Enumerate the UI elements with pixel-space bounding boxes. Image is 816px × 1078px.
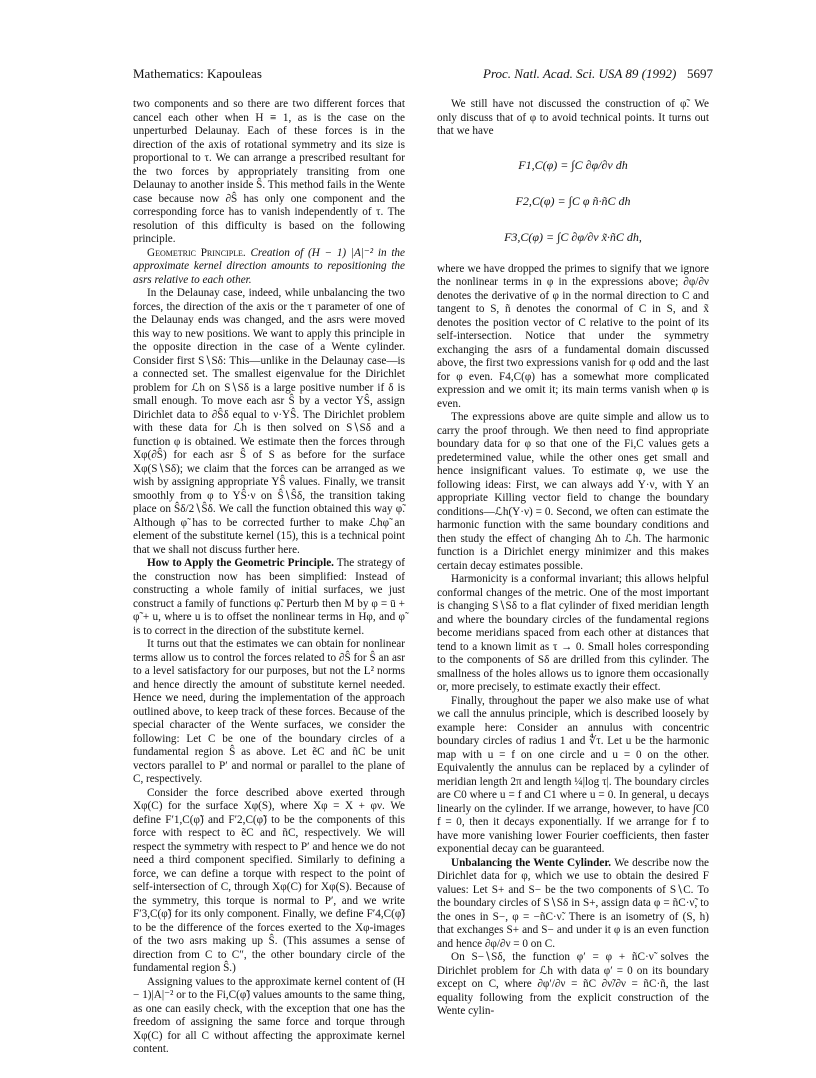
right-column-body: [437, 263, 709, 1019]
left-paragraph: It turns out that the estimates we can obtain for nonlinear terms allow us to control the forces related to ∂Ŝ for Ŝ an asr to a level satisfactory for our purposes, but not the L² norms and hence directly the amount of substitute kernel needed. Hence we need, during the implementation of the approach outlined above, to keep track of these forces. Because of the special character of the Wente surfaces, we consider the following: Let C be one of the boundary circles of a fundamental region Ŝ as above. Let ẽC and ñC be unit vectors parallel to P′ and normal or parallel to the plane of C, respectively.: [133, 638, 405, 785]
right-paragraph: [437, 857, 709, 952]
running-header: [133, 66, 713, 84]
section-lead: Unbalancing the Wente Cylinder.: [451, 856, 612, 869]
equation: F3,C(φ) = ∫C ∂φ/∂ν x̃·ñC dh,: [504, 229, 642, 244]
left-column: [133, 98, 405, 1057]
right-column: [437, 98, 709, 1019]
right-paragraph: Harmonicity is a conformal invariant; this allows helpful conformal changes of the metric. One of the most important is changing S∖Sδ to a flat cylinder of fixed meridian length and where the boundary circles of the fundamental regions become meridians spaced from each other at distances that tend to a known limit as τ → 0. Small holes corresponding to the components of Sδ are drilled from this cylinder. The smallness of the holes allows us to ignore them occasionally or, more precisely, to estimate exactly their effect.: [437, 573, 709, 693]
equation-block: [437, 147, 709, 255]
equation: F1,C(φ) = ∫C ∂φ/∂ν dh: [518, 157, 628, 172]
left-paragraph: In the Delaunay case, indeed, while unbalancing the two forces, the direction of the axis or the τ parameter of one of the Delaunay ends was changed, and the asrs were moved this way to new positions. We want to apply this principle in the opposite direction in the case of a Wente cylinder. Consider first S∖Sδ: This—unlike in the Delaunay case—is a connected set. The smallest eigenvalue for the Dirichlet problem for ℒh on S∖Sδ is a large positive number if δ is small enough. To move each asr Ŝ by a vector YŜ, assign Dirichlet data to ∂Ŝδ equal to ν·YŜ. The Dirichlet problem with these data for ℒh is then solved on S∖Sδ and a function φ is obtained. We estimate then the forces through Xφ(∂Ŝ) for each asr Ŝ of S as before for the surface Xφ(S∖Sδ); we claim that the forces can be arranged as we wish by assigning appropriate YŜ values. Finally, we transit smoothly from φ to YŜ·ν on Ŝ∖Ŝδ, the transition taking place on Ŝδ/2∖Ŝδ. We call the function obtained this way φ̃. Although φ̃ has to be corrected further to make ℒhφ̃ an element of the substitute kernel (15), this is a technical point that we shall not discuss further here.: [133, 287, 405, 556]
section-lead-text: Creation of (H − 1) |A|⁻² in the approximate kernel direction amounts to repositioning the asrs relative to each other.: [133, 246, 405, 286]
equation: F2,C(φ) = ∫C φ ñ·ñC dh: [515, 193, 631, 208]
left-paragraph: [133, 557, 405, 638]
section-lead-text: The strategy of the construction now has been simplified: Instead of constructing a whole family of initial surfaces, we just construct a family of functions φ̃. Perturb then M by φ = ū + φ̃ + u, where u is to offset the nonlinear terms in Hφ, and φ̃ is to correct in the direction of the substitute kernel.: [133, 557, 405, 637]
right-intro-paragraph: We still have not discussed the construction of φ̃. We only discuss that of φ to avoid technical points. It turns out that we have: [437, 98, 709, 137]
left-paragraph: Assigning values to the approximate kernel content of (H − 1)|A|⁻² or to the Fi,C(φ̃) values amounts to the same thing, as one can easily check, with the exception that one has the freedom of assigning the same force and torque through Xφ(C) for all C without affecting the approximate kernel content.: [133, 975, 405, 1055]
journal-citation: Proc. Natl. Acad. Sci. USA 89 (1992): [483, 66, 677, 81]
journal-section: Mathematics: Kapouleas: [133, 66, 262, 81]
left-paragraph: Consider the force described above exerted through Xφ(C) for the surface Xφ(S), where Xφ = X + φν. We define F′1,C(φ̃) and F′2,C(φ̃) to be the components of this force with respect to ẽC and ñC, respectively. We will respect the symmetry with respect to P′ and hence we do not need a third component specified. Similarly to defining a force, we can define a torque with respect to the point of self-intersection of C, through Xφ(C) for Xφ(S). Because of the symmetry, this torque is normal to P′, and we write F′3,C(φ̃) for its only component. Finally, we define F′4,C(φ̃) to be the difference of the forces exerted to the Xφ-images of the two asrs making up Ŝ. (This assumes a sense of direction from C to C″, the other boundary circle of the fundamental region Ŝ.): [133, 786, 405, 974]
right-paragraph: On S−∖Sδ, the function φ′ = φ + ñC·ν̃ solves the Dirichlet problem for ℒh with data φ′ = 0 on its boundary except on C, where ∂φ′/∂ν = ñC ∂ν̃/∂ν = ñC·ñ, the last equality following from the explicit construction of the Wente cylin-: [437, 951, 709, 1017]
right-paragraph: Finally, throughout the paper we also make use of what we call the annulus principle, which is described loosely by example here: Consider an annulus with concentric boundary circles of radius 1 and ∜τ. Let u be the harmonic map with u = f on one circle and u = 0 on the other. Equivalently the annulus can be replaced by a cylinder of meridian length 2π and length ¼|log τ|. The boundary circles are C0 where u = f and C1 where u = 0. In general, u decays linearly on the cylinder. If we arrange, however, to have ∫C0 f = 0, then it decays exponentially. If we arrange for f to have more vanishing lower Fourier coefficients, then faster exponential decay can be guaranteed.: [437, 694, 709, 855]
page-number: 5697: [687, 66, 713, 81]
right-paragraph: where we have dropped the primes to signify that we ignore the nonlinear terms in φ in the expressions above; ∂φ/∂ν denotes the derivative of φ in the normal direction to C and tangent to S, ñ denotes the conormal of C in S, and x̃ denotes the position vector of C relative to the point of its self-intersection. Notice that under the symmetry exchanging the asrs of a fundamental domain discussed above, the first two expressions vanish for φ odd and the last for φ even. F4,C(φ) has a somewhat more complicated expression and we omit it; its main terms vanish when φ is even.: [437, 262, 709, 410]
section-lead: How to Apply the Geometric Principle.: [147, 557, 334, 569]
right-paragraph: The expressions above are quite simple and allow us to carry the proof through. We then need to find appropriate boundary data for φ so that one of the Fi,C values gets a predetermined value, while the other ones get small and hence insignificant values. To estimate φ, we use the following ideas: First, we can always add Y·ν, with Y an appropriate Killing vector field to change the boundary conditions—ℒh(Y·ν) = 0. Second, we often can estimate the harmonic function with the same boundary conditions and then study the effect of changing Δh to ℒh. The harmonic function is a Dirichlet energy minimizer and this makes certain decay estimates possible.: [437, 411, 709, 572]
section-lead-text: We describe now the Dirichlet data for φ, which we use to obtain the desired F values: Let S+ and S− be the two components of S∖C. To the boundary circles of S∖Sδ in S+, assign data φ = ñC·ν̃, to the ones in S−, φ = −ñC·ν̃. There is an isometry of (S, h) that exchanges S+ and S− and under it φ is an even function and hence ∂φ/∂ν = 0 on C.: [437, 856, 710, 950]
left-paragraph: two components and so there are two different forces that cancel each other when H ≡ 1, as is the case on the unperturbed Delaunay. Each of these forces is in the direction of the axis of rotational symmetry and its size is proportional to τ. We can arrange a prescribed resultant for the two forces by appropriately transiting from one Delaunay to another inside Ŝ. This method fails in the Wente case because now ∂Ŝ has only one component and the corresponding force has to vanish independently of τ. The resolution of this difficulty is based on the following principle.: [133, 98, 405, 245]
section-lead: Geometric Principle.: [147, 246, 246, 259]
left-paragraph: [133, 247, 405, 288]
